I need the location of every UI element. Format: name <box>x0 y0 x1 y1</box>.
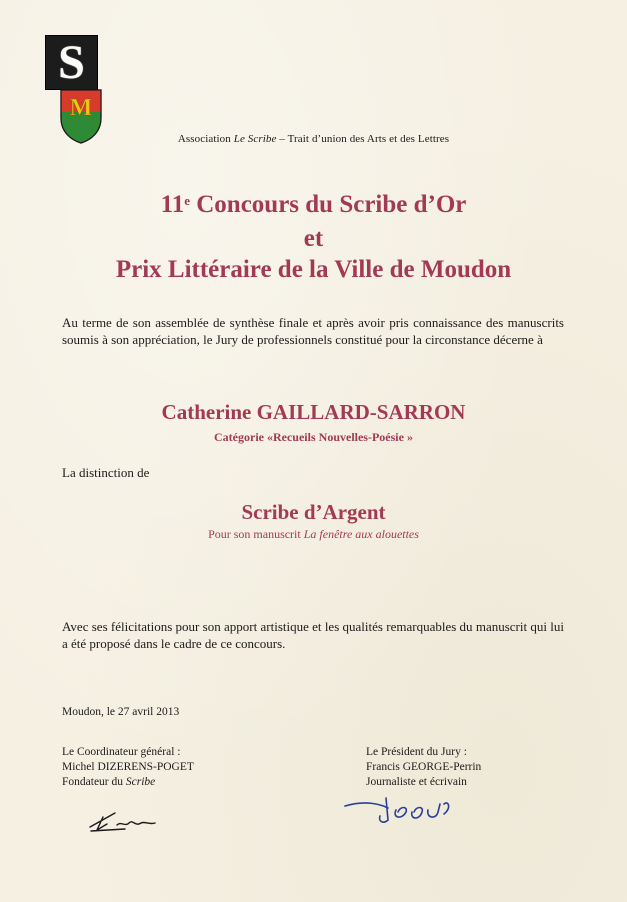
title-line-3: Prix Littéraire de la Ville de Moudon <box>115 256 512 283</box>
association-line <box>0 133 627 145</box>
crest-letter: M <box>69 95 93 121</box>
place-date: Moudon, le 27 avril 2013 <box>62 706 180 718</box>
signatory-left-name: Michel DIZERENS-POGET <box>62 761 194 773</box>
manuscript-prefix: Pour son manuscrit <box>208 527 304 541</box>
title-line-1 <box>0 192 627 217</box>
association-suffix: – Trait d’union des Arts et des Lettres <box>276 133 450 145</box>
signatory-right-title: Journaliste et écrivain <box>366 776 467 788</box>
manuscript-title: La fenêtre aux alouettes <box>303 527 419 541</box>
association-name: Le Scribe <box>233 133 277 145</box>
signature-right <box>340 790 480 830</box>
title-number: 11 <box>160 191 185 218</box>
signatory-left-title <box>62 775 194 790</box>
signatory-left-role: Le Coordinateur général : <box>62 746 181 758</box>
scribe-logo-letter: S <box>58 35 85 89</box>
scribe-logo <box>45 35 98 90</box>
signature-left <box>85 805 175 835</box>
laureate-category: Catégorie «Recueils Nouvelles-Poésie » <box>214 430 413 444</box>
laureate-name: Catherine GAILLARD-SARRON <box>161 400 466 424</box>
signatory-right-name: Francis GEORGE-Perrin <box>366 761 482 773</box>
prize-name: Scribe d’Argent <box>241 500 386 524</box>
signatory-right <box>366 745 481 790</box>
signatory-left <box>62 745 194 790</box>
manuscript-line <box>0 527 627 542</box>
signatory-left-title-italic: Scribe <box>125 776 156 788</box>
title-contest: Concours du Scribe d’Or <box>190 191 467 218</box>
title-line-2: et <box>303 225 324 252</box>
signatory-left-title-prefix: Fondateur du <box>62 776 126 788</box>
distinction-label: La distinction de <box>62 465 150 480</box>
association-prefix: Association <box>177 133 234 145</box>
signatory-right-role: Le Président du Jury : <box>366 746 467 758</box>
closing-paragraph: Avec ses félicitations pour son apport artistique et les qualités remarquables du manuscrit qui lui a été proposé dans le cadre de ce concours. <box>62 619 564 651</box>
title-ordinal: e <box>184 193 190 208</box>
intro-paragraph: Au terme de son assemblée de synthèse finale et après avoir pris connaissance des manuscrits soumis à son appréciation, le Jury de professionnels constitué pour la circonstance décerne à <box>62 315 564 347</box>
